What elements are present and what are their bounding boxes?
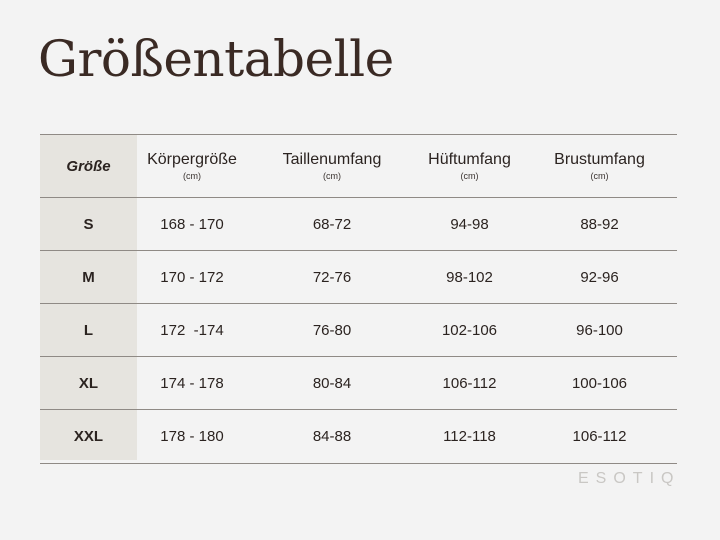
height-cell: 174 - 178 (160, 374, 224, 392)
table-row (40, 197, 677, 250)
waist-cell: 80-84 (312, 374, 352, 392)
table-header-row (40, 134, 677, 197)
height-cell: 172 -174 (160, 321, 224, 339)
hip-cell: 102-106 (441, 321, 498, 339)
table-row (40, 303, 677, 356)
height-cell: 168 - 170 (160, 215, 224, 233)
header-hip: Hüftumfang (cm) (428, 151, 511, 181)
hip-cell: 94-98 (450, 215, 489, 233)
bust-cell: 100-106 (571, 374, 628, 392)
table-row (40, 356, 677, 409)
size-cell: S (83, 215, 94, 233)
size-table (40, 134, 677, 464)
hip-cell: 106-112 (442, 374, 497, 392)
page-title: Größentabelle (38, 30, 394, 88)
waist-cell: 68-72 (312, 215, 352, 233)
header-height: Körpergröße (cm) (147, 151, 237, 181)
bust-cell: 96-100 (576, 321, 623, 339)
waist-cell: 72-76 (312, 268, 352, 286)
header-bust: Brustumfang (cm) (554, 151, 645, 181)
hip-cell: 112-118 (443, 428, 496, 445)
header-waist: Taillenumfang (cm) (282, 151, 382, 181)
table-row (40, 250, 677, 303)
size-cell: XL (78, 374, 99, 392)
hip-cell: 98-102 (446, 268, 493, 286)
waist-cell: 84-88 (312, 428, 352, 445)
waist-cell: 76-80 (312, 321, 352, 339)
size-cell: M (82, 268, 95, 286)
height-cell: 178 - 180 (160, 428, 224, 445)
header-size: Größe (66, 157, 111, 175)
size-cell: XXL (73, 428, 104, 445)
table-row (40, 409, 677, 464)
bust-cell: 88-92 (580, 215, 619, 233)
brand-logo: ESOTIQ (578, 470, 681, 487)
bust-cell: 92-96 (580, 268, 619, 286)
height-cell: 170 - 172 (160, 268, 224, 286)
size-cell: L (83, 321, 94, 339)
bust-cell: 106-112 (572, 428, 627, 445)
